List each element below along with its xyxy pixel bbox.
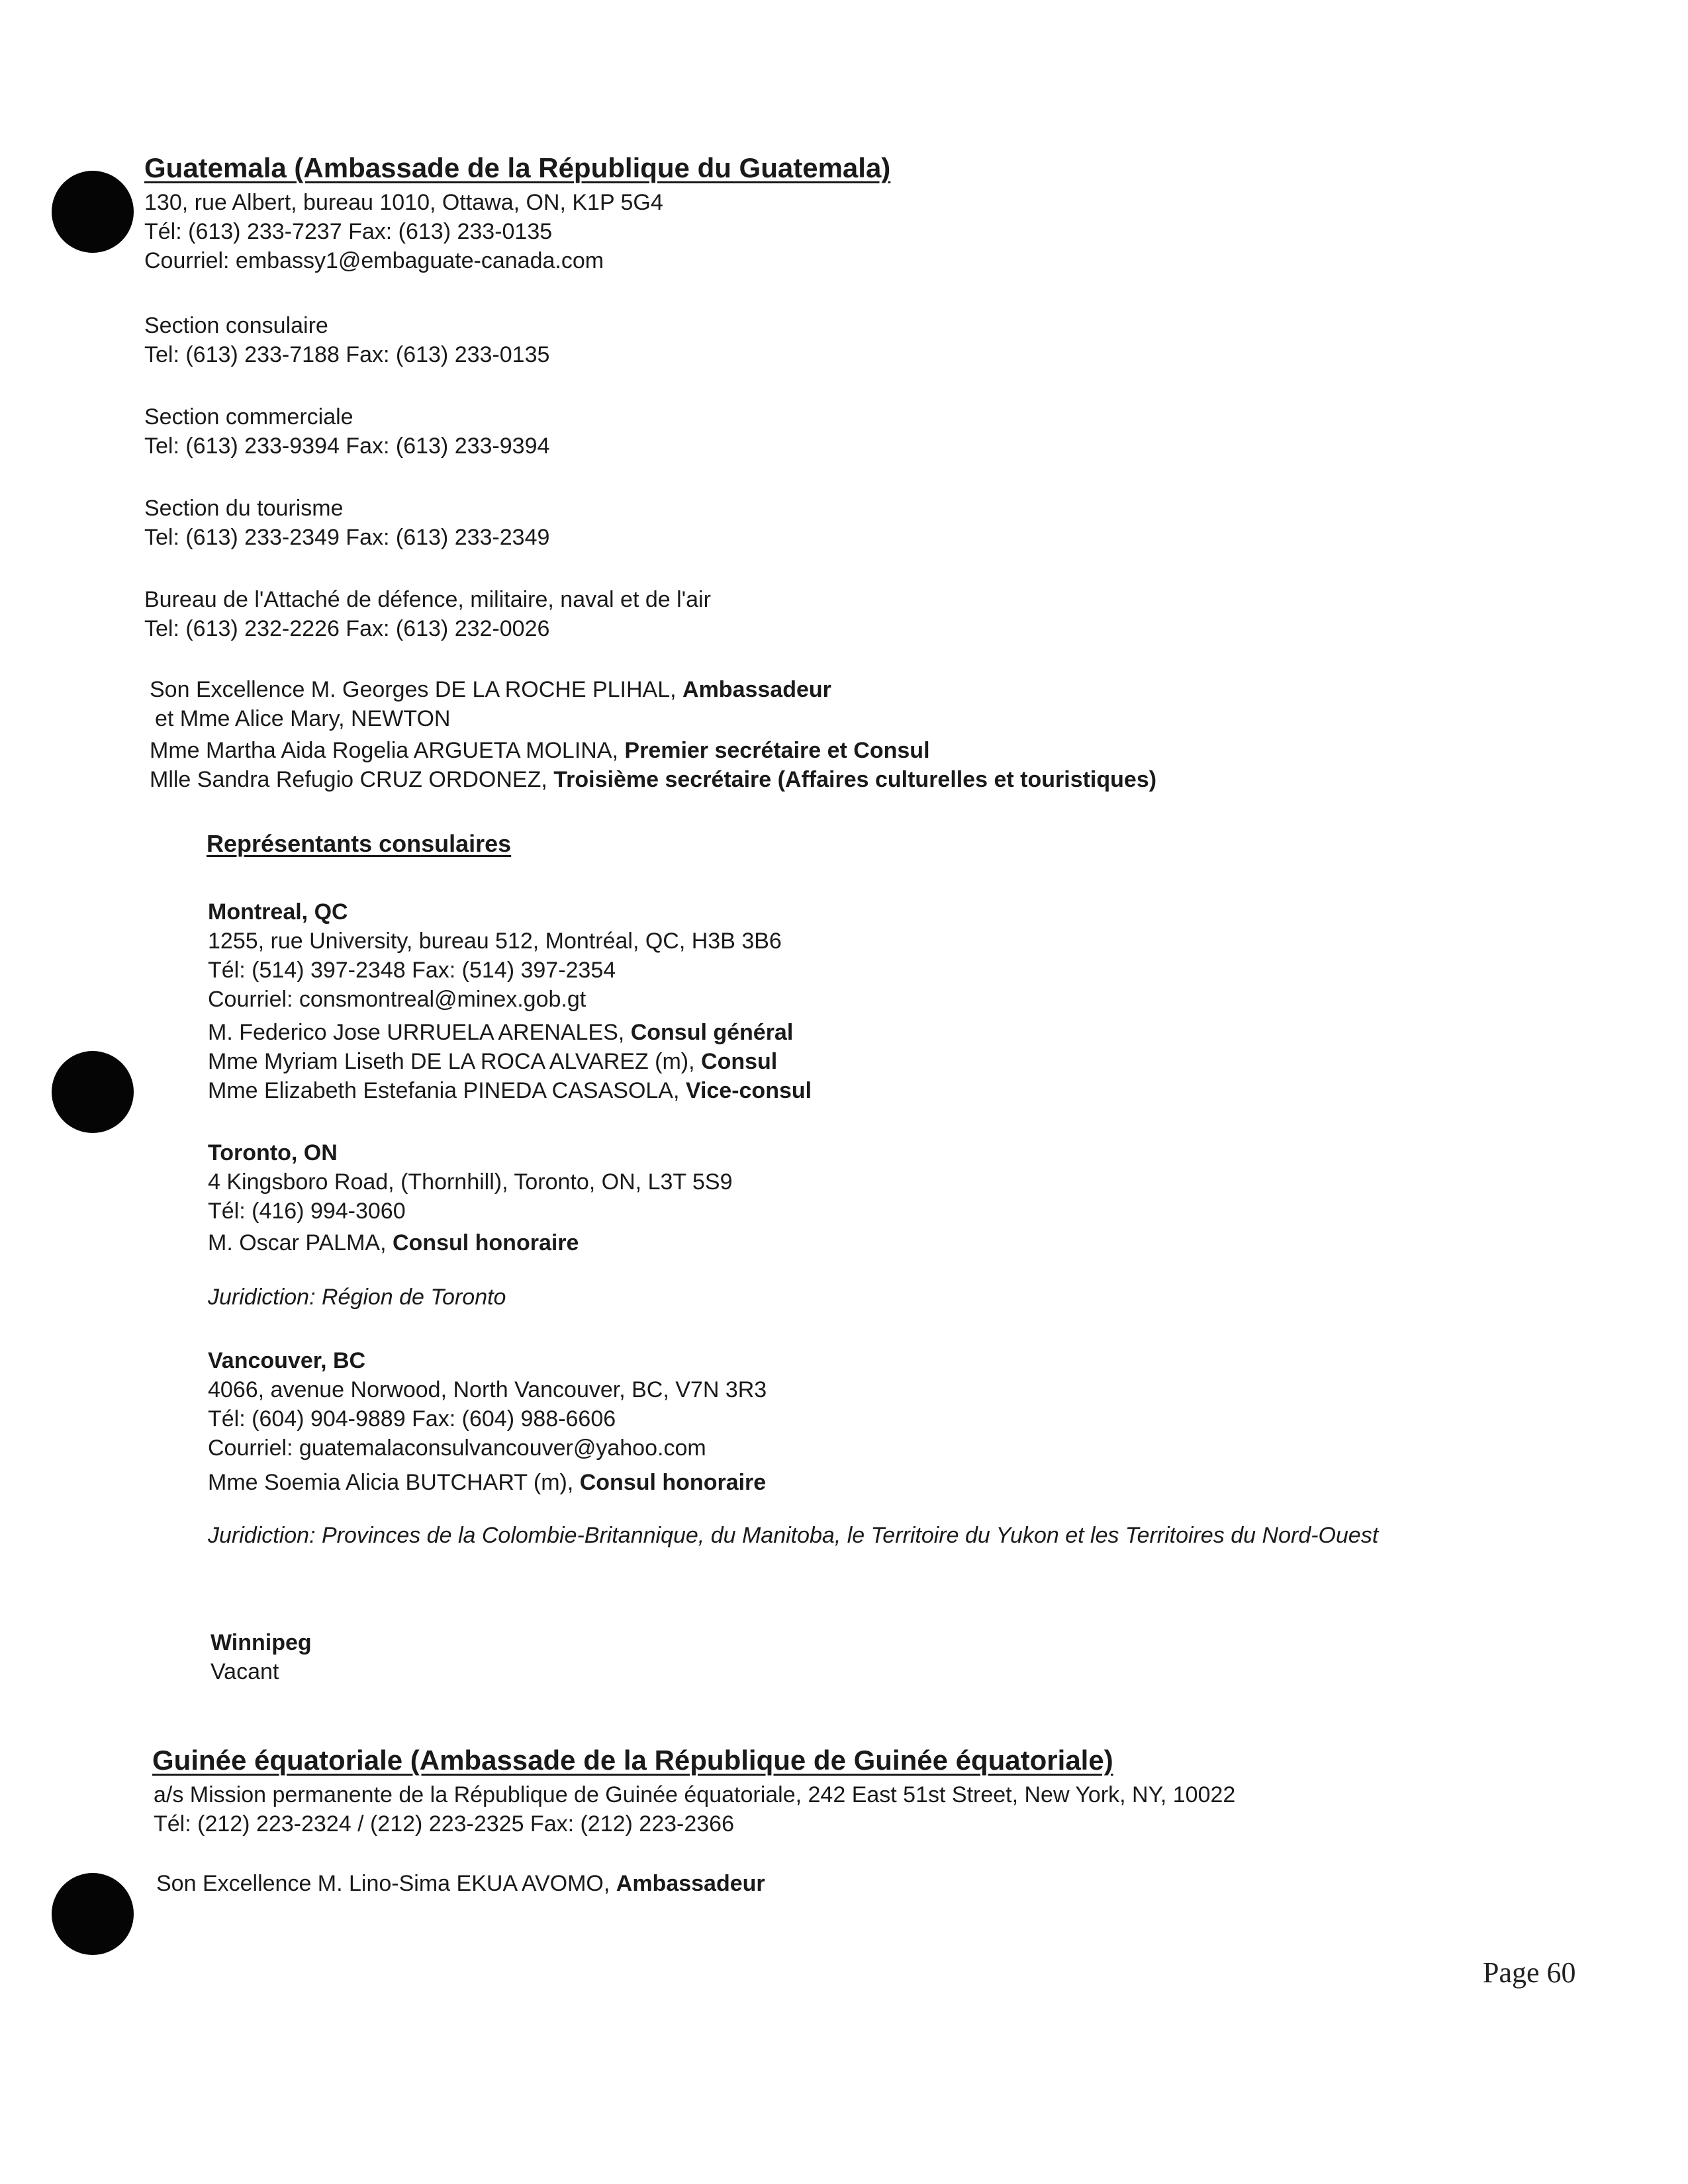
punch-hole-bottom [52,1873,134,1955]
staff-title: Consul honoraire [392,1230,579,1255]
staff-title: Troisième secrétaire (Affaires culturelles et touristiques) [553,767,1157,792]
staff-entry [150,736,1156,765]
jurisdiction: Juridiction: Région de Toronto [208,1285,506,1310]
city-name: Vancouver, BC [208,1348,366,1373]
section-attache-defence [144,585,711,643]
page-number: Page 60 [1483,1956,1576,1989]
consulate-phone: Tél: (514) 397-2348 Fax: (514) 397-2354 [208,958,616,983]
guatemala-heading: Guatemala (Ambassade de la République du Guatemala) [144,152,891,183]
guinee-staff [156,1869,765,1898]
staff-title: Consul général [630,1020,794,1045]
staff-entry [208,1468,1378,1497]
embassy-staff [150,675,1156,794]
city-name: Montreal, QC [208,899,348,925]
consulate-status: Vacant [211,1659,279,1684]
section-name: Section commerciale [144,404,353,430]
staff-title: Ambassadeur [682,677,831,702]
staff-name: Son Excellence M. Lino-Sima EKUA AVOMO, [156,1871,616,1896]
jurisdiction: Juridiction: Provinces de la Colombie-Britannique, du Manitoba, le Territoire du Yukon et les Territoires du Nord-Ouest [208,1523,1379,1548]
section-tourisme [144,494,549,552]
staff-entry [150,765,1156,794]
punch-hole-middle [52,1051,134,1133]
guatemala-phone: Tél: (613) 233-7237 Fax: (613) 233-0135 [144,219,553,244]
consular-heading: Représentants consulaires [207,830,512,857]
consulate-email: Courriel: guatemalaconsulvancouver@yahoo.com [208,1435,706,1461]
staff-entry [156,1869,765,1898]
consulate-toronto [208,1138,733,1312]
staff-entry [208,1018,812,1047]
consulate-address: 1255, rue University, bureau 512, Montréal, QC, H3B 3B6 [208,929,782,954]
punch-hole-top [52,171,134,253]
staff-entry [150,704,1156,733]
staff-name: et Mme Alice Mary, NEWTON [155,706,451,731]
staff-name: Mme Elizabeth Estefania PINEDA CASASOLA, [208,1078,686,1103]
staff-title: Consul [701,1049,778,1074]
consulate-address: 4066, avenue Norwood, North Vancouver, BC, V7N 3R3 [208,1377,767,1402]
section-phone: Tel: (613) 232-2226 Fax: (613) 232-0026 [144,616,550,641]
guatemala-contact [144,188,663,275]
section-phone: Tel: (613) 233-2349 Fax: (613) 233-2349 [144,525,550,550]
section-name: Bureau de l'Attaché de défence, militaire, naval et de l'air [144,587,711,612]
consulate-phone: Tél: (604) 904-9889 Fax: (604) 988-6606 [208,1406,616,1432]
consulate-email: Courriel: consmontreal@minex.gob.gt [208,987,586,1012]
consulate-address: 4 Kingsboro Road, (Thornhill), Toronto, ON, L3T 5S9 [208,1169,733,1195]
staff-name: Mme Myriam Liseth DE LA ROCA ALVAREZ (m), [208,1049,702,1074]
section-phone: Tel: (613) 233-7188 Fax: (613) 233-0135 [144,342,550,367]
staff-title: Premier secrétaire et Consul [624,738,930,763]
section-commerciale [144,402,549,461]
staff-entry [208,1047,812,1076]
guatemala-email: Courriel: embassy1@embaguate-canada.com [144,248,604,273]
city-name: Toronto, ON [208,1140,338,1165]
guinee-contact [154,1780,1235,1839]
guinee-phone: Tél: (212) 223-2324 / (212) 223-2325 Fax: (212) 223-2366 [154,1811,734,1837]
guinee-address: a/s Mission permanente de la République de Guinée équatoriale, 242 East 51st Street, New York, NY, 10022 [154,1782,1236,1807]
staff-entry [208,1228,733,1257]
section-name: Section du tourisme [144,496,344,521]
guinee-heading: Guinée équatoriale (Ambassade de la République de Guinée équatoriale) [152,1745,1113,1776]
staff-title: Vice-consul [685,1078,812,1103]
staff-name: M. Oscar PALMA, [208,1230,393,1255]
staff-title: Ambassadeur [616,1871,765,1896]
staff-name: Mme Martha Aida Rogelia ARGUETA MOLINA, [150,738,625,763]
section-phone: Tel: (613) 233-9394 Fax: (613) 233-9394 [144,433,550,459]
city-name: Winnipeg [211,1630,312,1655]
staff-name: Son Excellence M. Georges DE LA ROCHE PLIHAL, [150,677,683,702]
staff-entry [208,1076,812,1105]
section-consulaire [144,311,549,369]
staff-title: Consul honoraire [579,1470,767,1495]
guatemala-address: 130, rue Albert, bureau 1010, Ottawa, ON, K1P 5G4 [144,190,663,215]
consulate-phone: Tél: (416) 994-3060 [208,1199,406,1224]
consulate-vancouver [208,1346,1378,1550]
staff-name: M. Federico Jose URRUELA ARENALES, [208,1020,631,1045]
staff-name: Mlle Sandra Refugio CRUZ ORDONEZ, [150,767,554,792]
consulate-montreal [208,897,812,1105]
consulate-winnipeg [211,1628,312,1686]
section-name: Section consulaire [144,313,328,338]
staff-entry [150,675,1156,704]
staff-name: Mme Soemia Alicia BUTCHART (m), [208,1470,580,1495]
